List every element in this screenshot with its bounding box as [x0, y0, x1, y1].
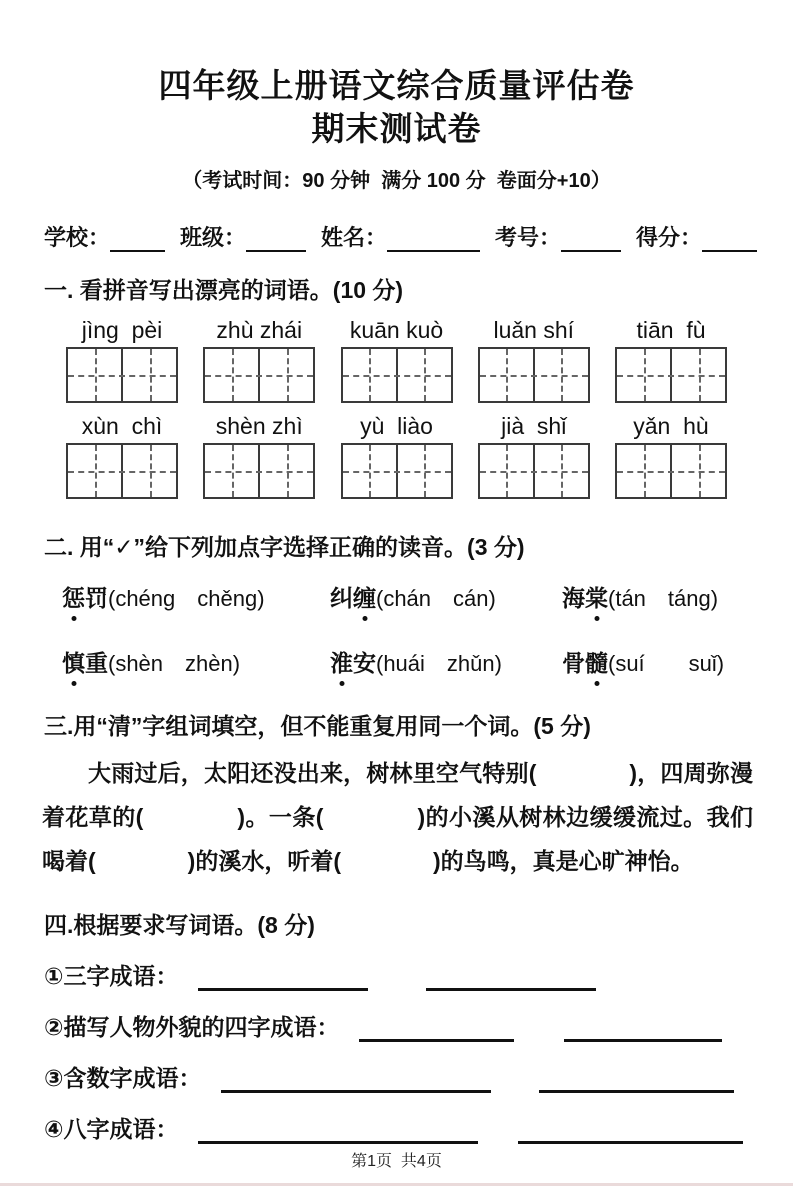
pinyin-word-group	[478, 317, 590, 403]
answer-blank-line	[198, 966, 368, 991]
pinyin-word-group	[66, 317, 178, 403]
idiom-item-label: ③含数字成语：	[44, 1065, 202, 1091]
writing-cell	[617, 349, 670, 401]
writing-cell	[533, 349, 588, 401]
paragraph-segment: 大雨过后，太阳还没出来，树林里空气特别	[88, 760, 529, 786]
target-word	[330, 585, 376, 611]
fill-blank-paragraph	[42, 751, 753, 883]
writing-cell	[396, 445, 451, 497]
pinyin-label: tiān fù	[636, 317, 706, 343]
writing-box	[478, 347, 590, 403]
dotted-character: 惩	[62, 580, 85, 613]
pinyin-label: yù liào	[360, 413, 433, 439]
writing-box	[615, 443, 727, 499]
pronunciation-choices: (huái zhǔn)	[376, 651, 502, 676]
pinyin-word-group	[341, 413, 453, 499]
exam-meta-line: （考试时间：90 分钟 满分 100 分 卷面分+10）	[182, 170, 611, 192]
question-4-heading: 四.根据要求写词语。(8 分)	[44, 912, 315, 938]
pinyin-row-1	[66, 317, 727, 403]
pinyin-label: yǎn hù	[633, 413, 709, 439]
pinyin-label: kuān kuò	[349, 317, 444, 343]
fill-blank: ( )	[88, 848, 196, 874]
dotted-character: 缠	[353, 580, 376, 613]
info-field-school	[44, 221, 165, 252]
writing-box	[203, 443, 315, 499]
answer-blank-line	[518, 1119, 743, 1144]
pinyin-word-group	[615, 413, 727, 499]
pinyin-label: jìng pèi	[81, 317, 163, 343]
answer-blank-line	[426, 966, 596, 991]
target-word	[330, 650, 376, 676]
writing-cell	[121, 445, 176, 497]
dotted-character: 棠	[585, 580, 608, 613]
writing-cell	[205, 445, 258, 497]
writing-cell	[617, 445, 670, 497]
pinyin-word-group	[341, 317, 453, 403]
pronunciation-item	[62, 580, 330, 613]
pinyin-word-group	[478, 413, 590, 499]
pronunciation-item	[330, 580, 562, 613]
writing-box	[66, 347, 178, 403]
answer-blank-line	[198, 1119, 478, 1144]
info-blank-score	[702, 226, 757, 252]
pinyin-label: jià shǐ	[501, 413, 567, 439]
answer-blank-line	[564, 1017, 722, 1042]
dotted-character: 淮	[330, 645, 353, 678]
pinyin-label: luǎn shí	[493, 317, 575, 343]
answer-blank-line	[359, 1017, 514, 1042]
pronunciation-choices: (tán táng)	[608, 586, 719, 611]
writing-cell	[68, 445, 121, 497]
word-part: 海	[562, 585, 585, 611]
dotted-character: 髓	[585, 645, 608, 678]
fill-blank: ( )	[135, 804, 246, 830]
pronunciation-item	[62, 645, 330, 678]
idiom-item-label: ②描写人物外貌的四字成语：	[44, 1014, 340, 1040]
writing-cell	[396, 349, 451, 401]
pinyin-label: shèn zhì	[215, 413, 303, 439]
dotted-character: 慎	[62, 645, 85, 678]
paragraph-segment: 的鸟鸣，真是心旷神怡。	[440, 848, 694, 874]
pronunciation-choices: (chéng chěng)	[108, 586, 265, 611]
info-blank-name	[387, 226, 480, 252]
writing-cell	[480, 349, 533, 401]
info-field-score	[636, 221, 757, 252]
paragraph-segment: 的溪水，听着	[195, 848, 334, 874]
writing-cell	[258, 445, 313, 497]
writing-cell	[343, 349, 396, 401]
paragraph-segment: 的小溪从树林边缓缓流过。我们喝着	[42, 804, 753, 874]
info-label-name: 姓名：	[320, 225, 387, 250]
pronunciation-row-2	[62, 645, 753, 678]
idiom-item-2	[44, 1009, 748, 1042]
pinyin-word-group	[203, 413, 315, 499]
info-field-class	[180, 221, 306, 252]
writing-box	[341, 443, 453, 499]
target-word	[562, 585, 608, 611]
pronunciation-choices: (suí suǐ)	[608, 651, 725, 676]
target-word	[62, 650, 108, 676]
word-part: 罚	[85, 585, 108, 611]
pronunciation-choices: (chán cán)	[376, 586, 496, 611]
exam-title-line-1: 四年级上册语文综合质量评估卷	[158, 67, 635, 104]
idiom-item-3	[44, 1060, 748, 1093]
question-2-heading: 二. 用“✓”给下列加点字选择正确的读音。(3 分)	[44, 534, 525, 560]
writing-box	[478, 443, 590, 499]
info-label-school: 学校：	[44, 225, 111, 250]
paragraph-segment: 。一条	[245, 804, 316, 830]
writing-cell	[258, 349, 313, 401]
writing-cell	[533, 445, 588, 497]
idiom-item-1	[44, 958, 748, 991]
exam-title-line-2: 期末测试卷	[311, 110, 482, 147]
word-part: 纠	[330, 585, 353, 611]
idiom-item-label: ①三字成语：	[44, 963, 179, 989]
word-part: 骨	[562, 650, 585, 676]
question-1-heading: 一. 看拼音写出漂亮的词语。(10 分)	[44, 277, 404, 303]
exam-title	[0, 64, 793, 150]
paragraph-segment: ，四周弥漫着花草的	[42, 760, 753, 830]
pronunciation-item	[562, 645, 753, 678]
pronunciation-choices: (shèn zhèn)	[108, 651, 241, 676]
pinyin-word-group	[615, 317, 727, 403]
answer-blank-line	[221, 1068, 491, 1093]
pronunciation-item	[330, 645, 562, 678]
pinyin-label: xùn chì	[81, 413, 163, 439]
pinyin-label: zhù zhái	[216, 317, 303, 343]
info-blank-school	[110, 226, 165, 252]
pinyin-word-group	[66, 413, 178, 499]
word-part: 安	[353, 650, 376, 676]
writing-cell	[68, 349, 121, 401]
writing-cell	[343, 445, 396, 497]
writing-cell	[480, 445, 533, 497]
info-field-exam-number	[495, 221, 621, 252]
pronunciation-item	[562, 580, 753, 613]
target-word	[562, 650, 608, 676]
target-word	[62, 585, 108, 611]
info-label-exam-number: 考号：	[494, 225, 561, 250]
info-field-name	[321, 221, 480, 252]
page-number-footer: 第1页 共4页	[351, 1153, 442, 1170]
idiom-item-4	[44, 1111, 748, 1144]
answer-blank-line	[539, 1068, 734, 1093]
exam-paper-page	[0, 64, 793, 1186]
writing-box	[341, 347, 453, 403]
writing-box	[615, 347, 727, 403]
pinyin-word-group	[203, 317, 315, 403]
writing-cell	[205, 349, 258, 401]
writing-cell	[670, 445, 725, 497]
info-label-score: 得分：	[635, 225, 702, 250]
pinyin-row-2	[66, 413, 727, 499]
word-part: 重	[85, 650, 108, 676]
fill-blank: ( )	[315, 804, 426, 830]
pronunciation-row-1	[62, 580, 753, 613]
info-label-class: 班级：	[179, 225, 246, 250]
info-blank-class	[246, 226, 306, 252]
idiom-item-label: ④八字成语：	[44, 1116, 179, 1142]
info-blank-exam-number	[561, 226, 621, 252]
fill-blank: ( )	[333, 848, 441, 874]
writing-cell	[670, 349, 725, 401]
writing-cell	[121, 349, 176, 401]
question-3-heading: 三.用“清”字组词填空，但不能重复用同一个词。(5 分)	[44, 713, 591, 739]
writing-box	[203, 347, 315, 403]
fill-blank: ( )	[528, 760, 638, 786]
student-info-row	[44, 221, 757, 252]
writing-box	[66, 443, 178, 499]
